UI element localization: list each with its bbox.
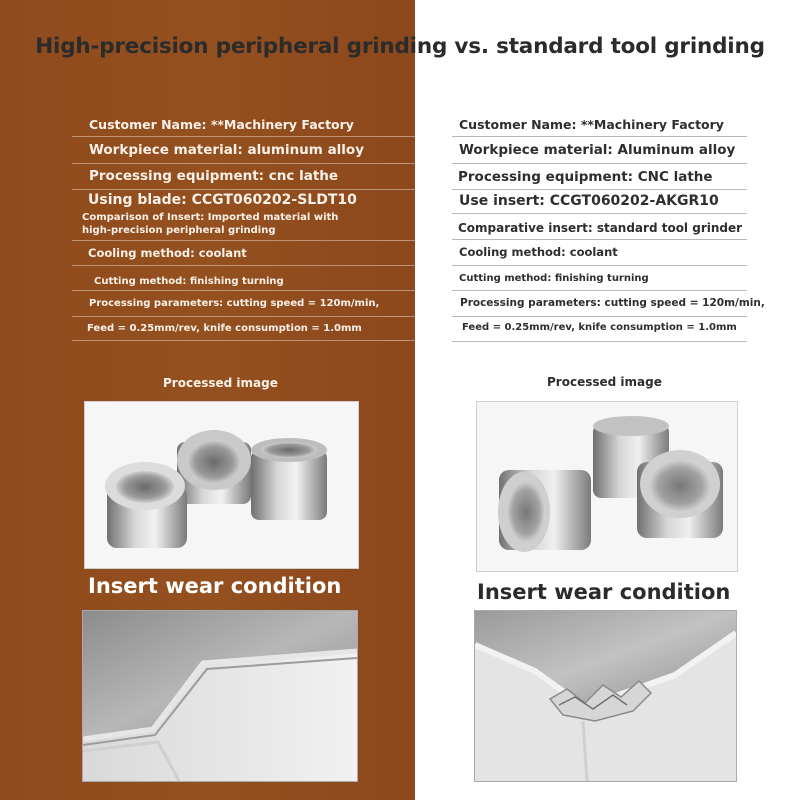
left-spec-row: Processing parameters: cutting speed = 120m/min, [72,290,415,317]
right-spec-row: Customer Name: **Machinery Factory [452,112,747,137]
right-spec-row: Cooling method: coolant [452,239,747,266]
bushing-part [177,430,251,504]
left-insert-wear-photo [82,610,358,782]
right-spec-row: Processing equipment: CNC lathe [452,163,747,190]
left-spec-row: Feed = 0.25mm/rev, knife consumption = 1.0mm [72,316,415,341]
left-bushings-illustration [85,402,358,568]
right-processed-parts-photo [476,401,738,572]
right-bushings-illustration [477,402,737,571]
right-insert-edge-illustration [475,611,736,781]
right-insert-wear-label: Insert wear condition [477,580,731,604]
left-spec-row: Customer Name: **Machinery Factory [72,112,415,137]
right-spec-row: Cutting method: finishing turning [452,265,747,291]
right-spec-row: Feed = 0.25mm/rev, knife consumption = 1.0mm [452,316,747,342]
left-spec-row: Using blade: CCGT060202-SLDT10 [88,192,357,208]
bushing-part [105,462,187,548]
left-spec-row: Cooling method: coolant [72,240,415,266]
left-insert-wear-label: Insert wear condition [88,574,342,598]
left-processed-parts-photo [84,401,359,569]
right-spec-row: Processing parameters: cutting speed = 120m/min, [452,290,747,317]
bushing-part [498,470,591,552]
left-spec-row: Processing equipment: cnc lathe [72,163,415,190]
left-spec-row: Comparison of Insert: Imported material with high-precision peripheral grinding [72,210,415,241]
right-spec-row: Workpiece material: Aluminum alloy [452,136,747,164]
left-insert-edge-illustration [83,611,357,781]
bushing-part [637,450,723,538]
left-processed-image-label: Processed image [163,376,278,390]
right-spec-row: Use insert: CCGT060202-AKGR10 [452,189,747,214]
page-title: High-precision peripheral grinding vs. standard tool grinding [35,34,765,59]
right-spec-row: Comparative insert: standard tool grinder [452,213,747,240]
left-spec-row: Workpiece material: aluminum alloy [72,136,415,164]
right-processed-image-label: Processed image [547,375,662,389]
right-insert-wear-photo [474,610,737,782]
left-spec-row: Cutting method: finishing turning [72,265,415,291]
bushing-part [251,438,327,520]
